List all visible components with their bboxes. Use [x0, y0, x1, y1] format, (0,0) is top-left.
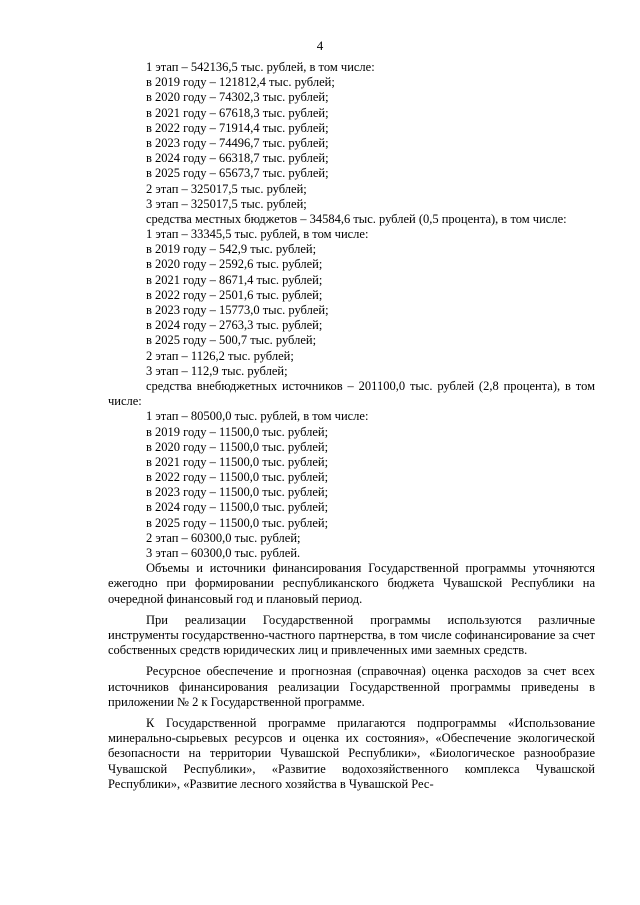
local-year-2024: в 2024 году – 2763,3 тыс. рублей;: [146, 318, 323, 333]
local-stage2: 2 этап – 1126,2 тыс. рублей;: [146, 348, 294, 363]
local-year-2021: в 2021 году – 8671,4 тыс. рублей;: [146, 272, 323, 287]
page-number: 4: [316, 38, 324, 53]
extra-year-2021: в 2021 году – 11500,0 тыс. рублей;: [146, 454, 329, 469]
paragraph-resource-appendix: Ресурсное обеспечение и прогнозная (справочная) оценка расходов за счет всех источников финансирования реализации Государственной программы приведены в приложении № 2 к Государственной программе.: [108, 664, 595, 709]
extra-year-2022: в 2022 году – 11500,0 тыс. рублей;: [146, 470, 329, 485]
regional-year-2023: в 2023 году – 74496,7 тыс. рублей;: [146, 135, 329, 150]
regional-year-2022: в 2022 году – 71914,4 тыс. рублей;: [146, 120, 329, 135]
paragraph-subprograms: К Государственной программе прилагаются подпрограммы «Использование минерально-сырьевых ресурсов и оценка их состояния», «Обеспечение экологической безопасности на территории Чувашской Республики», «Биологическое разнообразие Чувашской Республики», «Развитие водохозяйственного комплекса Чувашской Республики», «Развитие лесного хозяйства в Чувашской Рес-: [108, 716, 595, 791]
local-stage1: 1 этап – 33345,5 тыс. рублей, в том числе:: [146, 227, 369, 242]
paragraph-funding-clarification: Объемы и источники финансирования Государственной программы уточняются ежегодно при формировании республиканского бюджета Чувашской Республики на очередной финансовый год и плановый период.: [108, 561, 595, 606]
extra-stage2: 2 этап – 60300,0 тыс. рублей;: [146, 530, 301, 545]
extra-stage3: 3 этап – 60300,0 тыс. рублей.: [146, 546, 301, 561]
local-year-2022: в 2022 году – 2501,6 тыс. рублей;: [146, 287, 323, 302]
local-year-2025: в 2025 году – 500,7 тыс. рублей;: [146, 333, 317, 348]
extrabudgetary-intro: средства внебюджетных источников – 201100,0 тыс. рублей (2,8 процента), в том числе:: [108, 378, 595, 409]
local-stage3: 3 этап – 112,9 тыс. рублей;: [146, 363, 288, 378]
paragraph-ppp-instruments: При реализации Государственной программы используются различные инструменты государственно-частного партнерства, в том числе софинансирование за счет собственных средств юридических лиц и привлеченных ими заемных средств.: [108, 612, 595, 658]
regional-year-2019: в 2019 году – 121812,4 тыс. рублей;: [146, 75, 335, 90]
document-body: [108, 60, 595, 792]
regional-year-2024: в 2024 году – 66318,7 тыс. рублей;: [146, 151, 329, 166]
extra-year-2024: в 2024 году – 11500,0 тыс. рублей;: [146, 500, 329, 515]
extra-year-2023: в 2023 году – 11500,0 тыс. рублей;: [146, 485, 329, 500]
regional-stage2: 2 этап – 325017,5 тыс. рублей;: [146, 181, 307, 196]
extra-stage1: 1 этап – 80500,0 тыс. рублей, в том числе:: [146, 409, 369, 424]
regional-stage3: 3 этап – 325017,5 тыс. рублей;: [146, 196, 307, 211]
local-budgets-intro: средства местных бюджетов – 34584,6 тыс. рублей (0,5 процента), в том числе:: [146, 211, 567, 226]
extra-year-2025: в 2025 году – 11500,0 тыс. рублей;: [146, 515, 329, 530]
extra-year-2020: в 2020 году – 11500,0 тыс. рублей;: [146, 439, 329, 454]
regional-stage1: 1 этап – 542136,5 тыс. рублей, в том числе:: [146, 60, 375, 74]
regional-year-2020: в 2020 году – 74302,3 тыс. рублей;: [146, 90, 329, 105]
extra-year-2019: в 2019 году – 11500,0 тыс. рублей;: [146, 424, 329, 439]
regional-year-2021: в 2021 году – 67618,3 тыс. рублей;: [146, 105, 329, 120]
local-year-2019: в 2019 году – 542,9 тыс. рублей;: [146, 242, 317, 257]
regional-year-2025: в 2025 году – 65673,7 тыс. рублей;: [146, 166, 329, 181]
local-year-2020: в 2020 году – 2592,6 тыс. рублей;: [146, 257, 323, 272]
local-year-2023: в 2023 году – 15773,0 тыс. рублей;: [146, 303, 329, 318]
